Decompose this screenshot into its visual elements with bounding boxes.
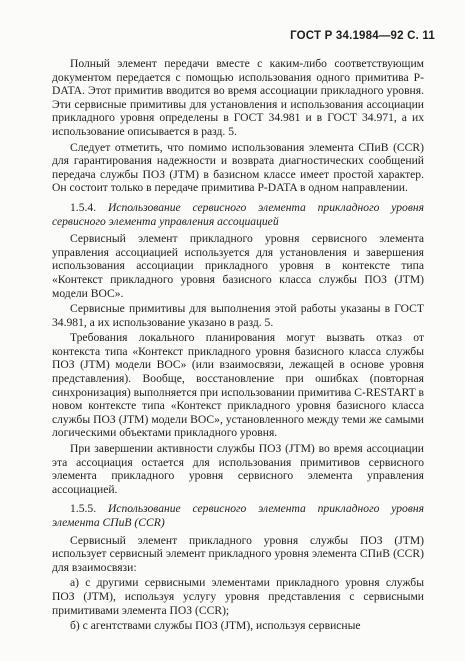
section-number: 1.5.4. <box>70 200 97 214</box>
section-heading-1-5-5 <box>52 502 424 529</box>
section-title: Использование сервисного элемента прикладного уровня сервисного элемента управления ассоциацией <box>52 200 424 228</box>
paragraph: Сервисные примитивы для выполнения этой работы указаны в ГОСТ 34.981, а их использование указано в разд. 5. <box>52 302 424 329</box>
section-heading-1-5-4 <box>52 201 424 228</box>
paragraph: Полный элемент передачи вместе с каким-либо соответствующим документом передается с помощью использования одного примитива P-DATA. Этот примитив вводится во время ассоциации прикладного уровня. Эти сервисные примитивы для установления и использования ассоциации прикладного уровня определены в ГОСТ 34.981 и в ГОСТ 34.971, а их использование описывается в разд. 5. <box>52 57 424 138</box>
section-title: Использование сервисного элемента прикладного уровня элемента СПиВ (CCR) <box>52 502 424 529</box>
section-number: 1.5.5. <box>70 502 97 516</box>
paragraph: Сервисный элемент прикладного уровня сервисного элемента управления ассоциацией используется для установления и завершения использования ассоциации прикладного уровня в контексте типа «Контекст прикладного уровня базисного класса службы ПОЗ (JTM) модели ВОС». <box>52 232 424 300</box>
paragraph: Требования локального планирования могут вызвать отказ от контекста типа «Контекст прикладного уровня базисного класса службы ПОЗ (JTM) модели ВОС» (или взаимосвязи, лежащей в основе уровня представления). Вообще, восстановление при ошибках (повторная синхронизация) выполняется при использовании примитива C-RESTART в новом контексте типа «Контекст прикладного уровня базисного класса службы ПОЗ (JTM) модели ВОС», установленного между теми же самыми логическими объектами прикладного уровня. <box>52 331 424 440</box>
list-item-b: б) с агентствами службы ПОЗ (JTM), используя сервисные <box>70 619 361 633</box>
paragraph: При завершении активности службы ПОЗ (JTM) во время ассоциации эта ассоциация остается для использования примитивов сервисного элемента прикладного уровня сервисного элемента управления ассоциацией. <box>52 442 424 496</box>
list-item-a: а) с другими сервисными элементами прикладного уровня службы ПОЗ (JTM), используя услугу уровня представления с сервисными примитивами элемента ПОЗ (CCR); <box>52 576 424 617</box>
paragraph: Сервисный элемент прикладного уровня службы ПОЗ (JTM) использует сервисный элемент прикладного уровня элемента СПиВ (CCR) для взаимосвязи: <box>52 533 424 574</box>
document-body <box>52 57 424 635</box>
page-header: ГОСТ Р 34.1984—92 С. 11 <box>290 30 435 42</box>
paragraph: Следует отметить, что помимо использования элемента СПиВ (CCR) для гарантирования надежности и возврата диагностических сообщений передача службы ПОЗ (JTM) в базисном классе имеет простой характер. Он состоит только в передаче примитива P-DATA в одном направлении. <box>52 140 424 195</box>
